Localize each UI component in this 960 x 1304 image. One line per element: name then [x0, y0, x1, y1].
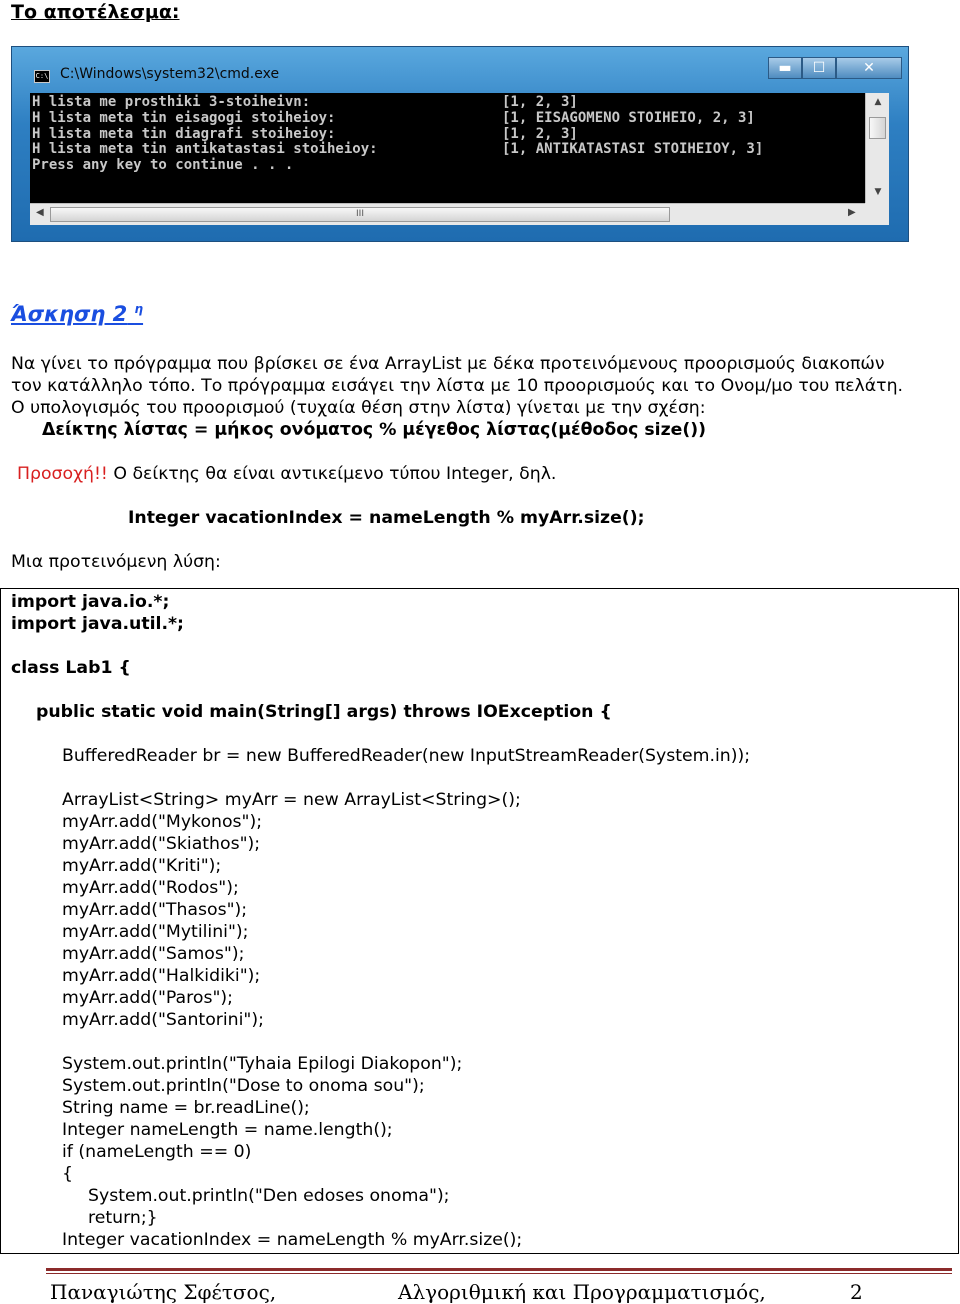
horizontal-scroll-thumb[interactable]: III	[50, 207, 670, 222]
code-line: Integer vacationIndex = nameLength % myArr.size();	[62, 1230, 523, 1250]
footer-rule	[46, 1268, 952, 1271]
horizontal-scrollbar[interactable]	[30, 203, 865, 225]
code-line: myArr.add("Rodos");	[62, 878, 239, 898]
close-icon[interactable]: ✕	[836, 57, 902, 79]
window-controls	[768, 57, 902, 79]
code-line: {	[62, 1164, 73, 1184]
code-line: myArr.add("Thasos");	[62, 900, 248, 920]
vertical-scrollbar[interactable]	[865, 93, 889, 203]
code-line: import java.io.*;	[11, 592, 170, 612]
section-heading-result: Το αποτέλεσμα:	[11, 1, 180, 23]
exercise-paragraph: τον κατάλληλο τόπο. Το πρόγραμμα εισάγει την λίστα με 10 προορισμούς και το Ονομ/μο του πελάτη.	[11, 376, 904, 396]
cmd-app-icon: C:\	[34, 70, 50, 83]
minimize-icon[interactable]: ▬	[768, 57, 802, 79]
code-line: System.out.println("Dose to onoma sou");	[62, 1076, 425, 1096]
code-line: String name = br.readLine();	[62, 1098, 310, 1118]
code-line: System.out.println("Tyhaia Epilogi Diakopon");	[62, 1054, 463, 1074]
code-line: Integer nameLength = name.length();	[62, 1120, 393, 1140]
console-line: H lista meta tin antikatastasi stoiheioy: [1, ANTIKATASTASI STOIHEIOY, 3]	[32, 141, 764, 158]
code-line: myArr.add("Kriti");	[62, 856, 222, 876]
scroll-left-icon[interactable]: ◀	[36, 207, 44, 218]
scroll-up-icon[interactable]: ▲	[874, 97, 882, 107]
footer-course: Αλγοριθμική και Προγραμματισμός,	[398, 1280, 766, 1304]
warning-note: Προσοχή!! Ο δείκτης θα είναι αντικείμενο τύπου Integer, δηλ.	[17, 464, 557, 484]
code-line: public static void main(String[] args) throws IOException {	[36, 702, 612, 722]
code-line: if (nameLength == 0)	[62, 1142, 252, 1162]
code-line: BufferedReader br = new BufferedReader(new InputStreamReader(System.in));	[62, 746, 751, 766]
exercise-paragraph: Ο υπολογισμός του προορισμού (τυχαία θέση στην λίστα) γίνεται με την σχέση:	[11, 398, 706, 418]
code-line: myArr.add("Mykonos");	[62, 812, 263, 832]
console-line: Press any key to continue . . .	[32, 157, 294, 174]
code-line: System.out.println("Den edoses onoma");	[88, 1186, 450, 1206]
cmd-console-output	[30, 93, 865, 203]
formula: Δείκτης λίστας = μήκος ονόματος % μέγεθος λίστας(μέθοδος size())	[42, 420, 707, 440]
scroll-down-icon[interactable]: ▼	[874, 187, 882, 197]
code-example: Integer vacationIndex = nameLength % myArr.size();	[128, 508, 645, 528]
footer-author: Παναγιώτης Σφέτσος,	[50, 1280, 277, 1304]
console-line: H lista me prosthiki 3-stoiheivn: [1, 2, 3]	[32, 94, 578, 110]
code-line: myArr.add("Samos");	[62, 944, 245, 964]
scrollbar-corner	[865, 203, 889, 225]
code-line: myArr.add("Halkidiki");	[62, 966, 261, 986]
scroll-right-icon[interactable]: ▶	[848, 207, 856, 218]
cmd-window-screenshot	[11, 46, 909, 242]
cmd-window-title: C:\Windows\system32\cmd.exe	[60, 66, 280, 82]
code-line: return;}	[88, 1208, 158, 1228]
code-line: myArr.add("Santorini");	[62, 1010, 264, 1030]
code-line: myArr.add("Skiathos");	[62, 834, 261, 854]
vertical-scroll-thumb[interactable]	[869, 117, 886, 139]
code-line: ArrayList<String> myArr = new ArrayList<String>();	[62, 790, 521, 810]
code-line: myArr.add("Mytilini");	[62, 922, 249, 942]
code-line: import java.util.*;	[11, 614, 184, 634]
exercise-paragraph: Να γίνει το πρόγραμμα που βρίσκει σε ένα ArrayList με δέκα προτεινόμενους προορισμούς διακοπών	[11, 354, 885, 374]
solution-label: Μια προτεινόμενη λύση:	[11, 552, 221, 572]
exercise-title: Άσκηση 2 $^\eta$	[11, 302, 144, 326]
maximize-icon[interactable]: ☐	[802, 57, 836, 79]
console-line: H lista meta tin eisagogi stoiheioy: [1, EISAGOMENO STOIHEIO, 2, 3]	[32, 109, 755, 126]
code-line: class Lab1 {	[11, 658, 131, 678]
footer-rule	[46, 1273, 952, 1274]
console-line: H lista meta tin diagrafi stoiheioy: [1, 2, 3]	[32, 125, 578, 142]
code-line: myArr.add("Paros");	[62, 988, 233, 1008]
footer-page-number: 2	[850, 1280, 863, 1304]
